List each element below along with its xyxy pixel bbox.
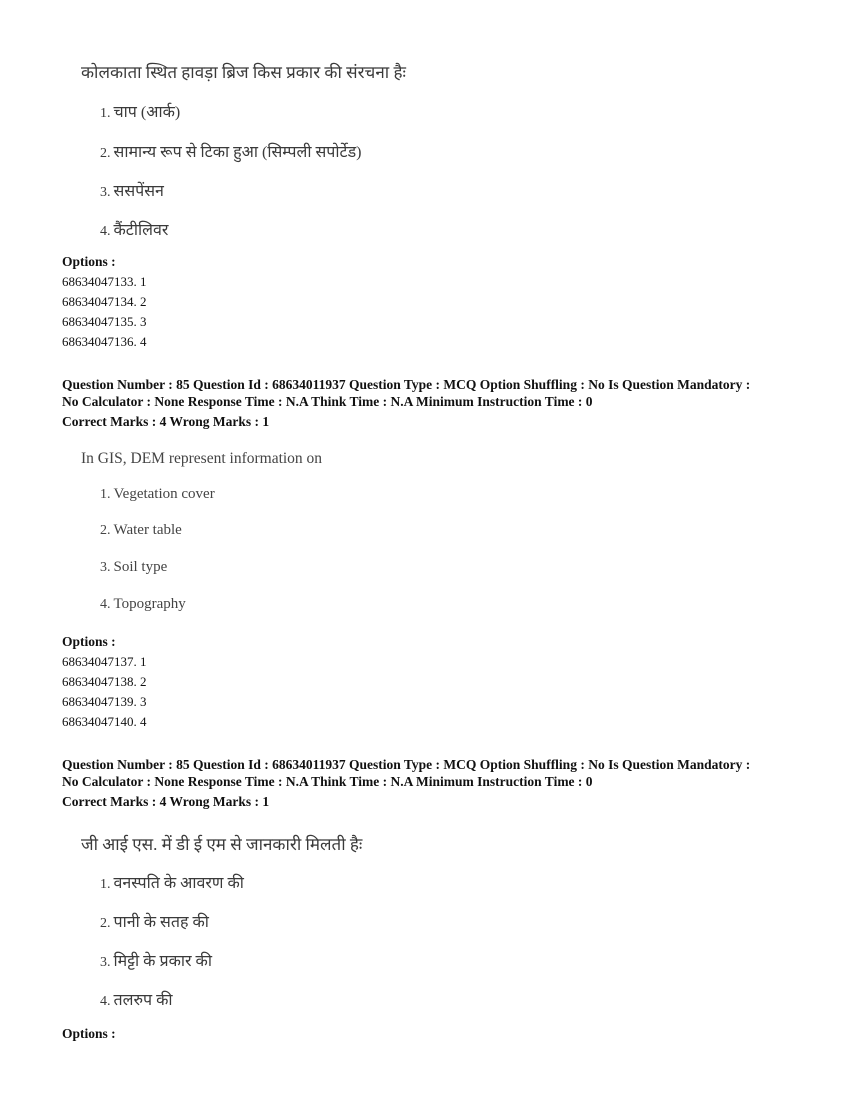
question-choice-4: 4. तलरुप की xyxy=(100,992,173,1009)
question-marks: Correct Marks : 4 Wrong Marks : 1 xyxy=(62,794,270,809)
question-choice-3: 3. ससपेंसन xyxy=(100,183,164,200)
question-choice-4: 4. कैंटीलिवर xyxy=(100,222,169,239)
question-choice-4: 4. Topography xyxy=(100,596,186,612)
options-label: Options : xyxy=(62,254,116,269)
options-label: Options : xyxy=(62,1026,116,1041)
options-label: Options : xyxy=(62,634,116,649)
question-choice-3: 3. Soil type xyxy=(100,559,168,575)
question-choice-1: 1. चाप (आर्क) xyxy=(100,104,181,121)
question-meta-line-2: No Calculator : None Response Time : N.A Think Time : N.A Minimum Instruction Time : 0 xyxy=(62,394,593,409)
option-id: 68634047138. 2 xyxy=(62,674,147,689)
question-choice-1: 1. Vegetation cover xyxy=(100,486,215,502)
question-choice-2: 2. सामान्य रूप से टिका हुआ (सिम्पली सपोर्टेड) xyxy=(100,144,362,161)
question-choice-2: 2. Water table xyxy=(100,522,182,538)
option-id: 68634047139. 3 xyxy=(62,694,147,709)
option-id: 68634047137. 1 xyxy=(62,654,147,669)
question-text: जी आई एस. में डी ई एम से जानकारी मिलती हैः xyxy=(81,835,363,854)
question-choice-2: 2. पानी के सतह की xyxy=(100,914,209,931)
option-id: 68634047140. 4 xyxy=(62,714,147,729)
option-id: 68634047133. 1 xyxy=(62,274,147,289)
question-marks: Correct Marks : 4 Wrong Marks : 1 xyxy=(62,414,270,429)
option-id: 68634047136. 4 xyxy=(62,334,147,349)
question-meta-line-1: Question Number : 85 Question Id : 68634011937 Question Type : MCQ Option Shuffling : No Is Question Mandatory : xyxy=(62,377,751,392)
question-meta-line-1: Question Number : 85 Question Id : 68634011937 Question Type : MCQ Option Shuffling : No Is Question Mandatory : xyxy=(62,757,751,772)
question-text: कोलकाता स्थित हावड़ा ब्रिज किस प्रकार की संरचना हैः xyxy=(81,63,406,82)
question-choice-3: 3. मिट्टी के प्रकार की xyxy=(100,953,212,970)
question-meta-line-2: No Calculator : None Response Time : N.A Think Time : N.A Minimum Instruction Time : 0 xyxy=(62,774,593,789)
option-id: 68634047135. 3 xyxy=(62,314,147,329)
question-text: In GIS, DEM represent information on xyxy=(81,450,323,467)
question-choice-1: 1. वनस्पति के आवरण की xyxy=(100,875,244,892)
option-id: 68634047134. 2 xyxy=(62,294,147,309)
